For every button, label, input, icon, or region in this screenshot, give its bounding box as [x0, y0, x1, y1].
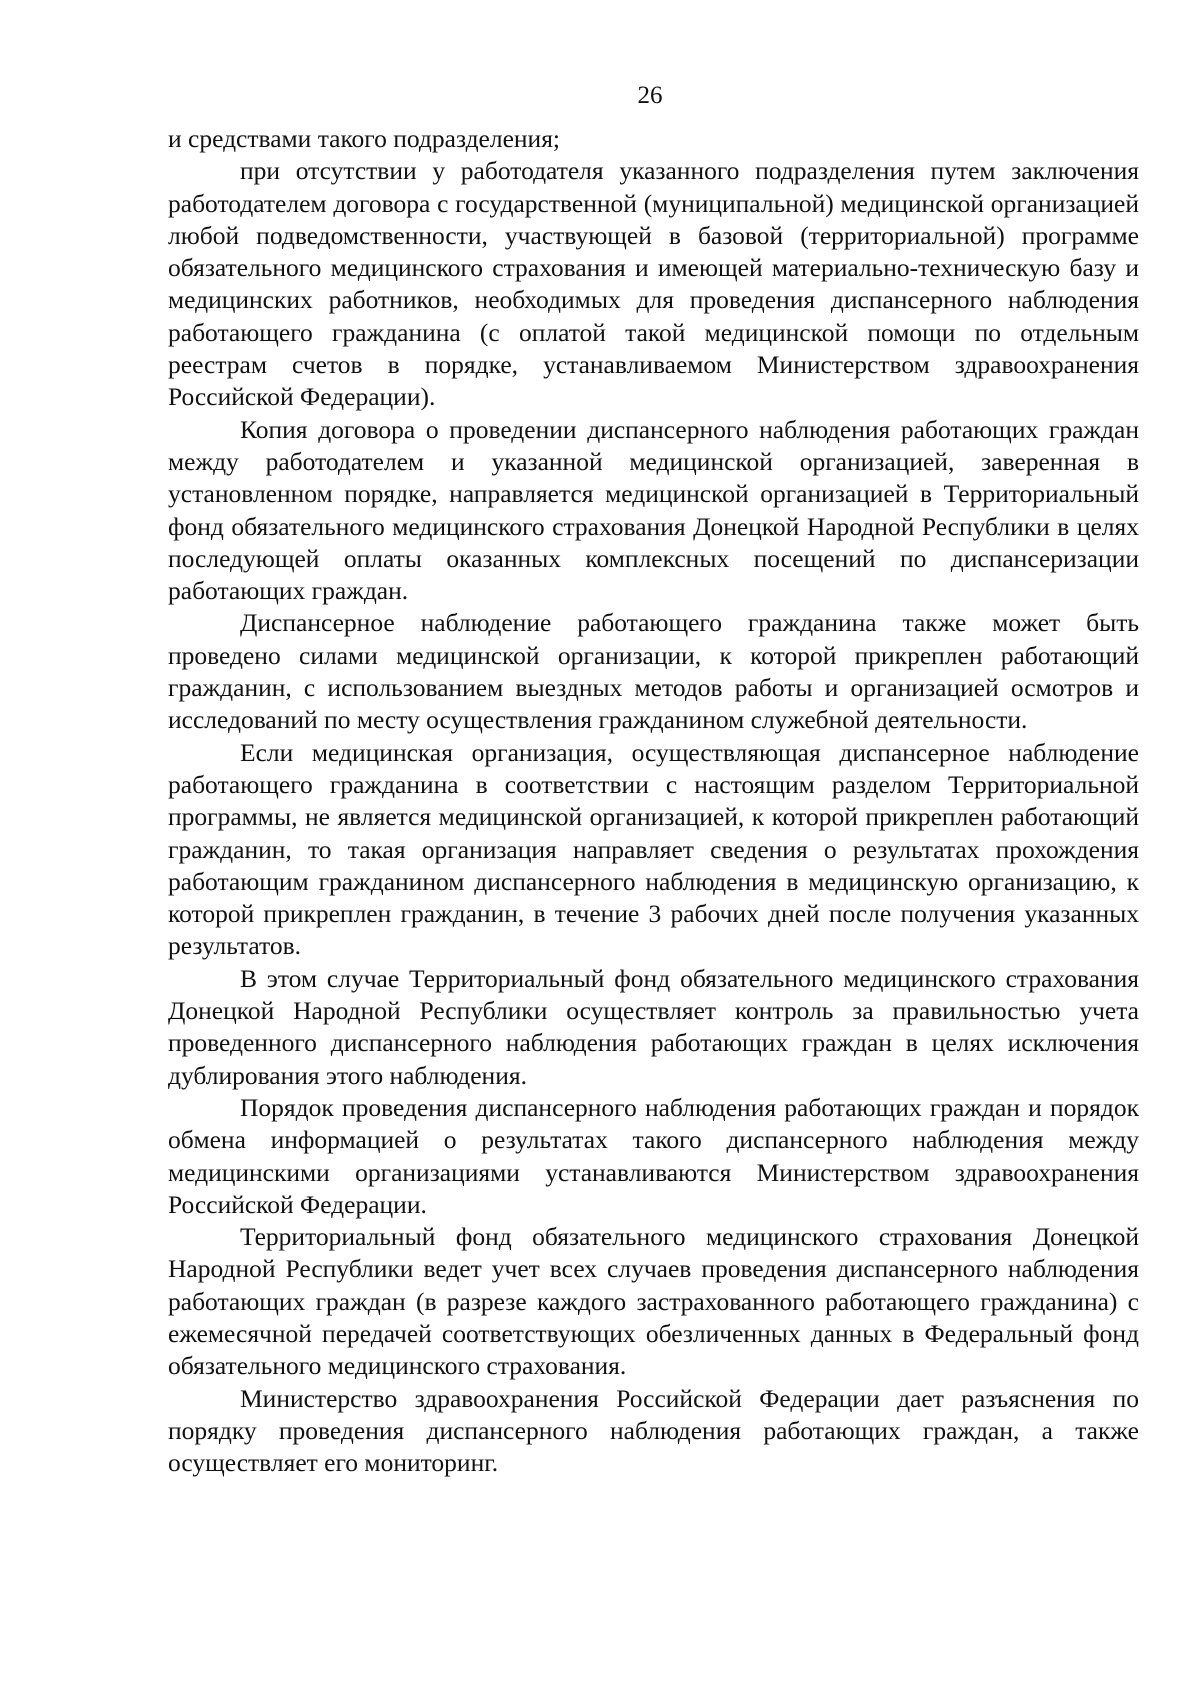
paragraph-continuation: и средствами такого подразделения;	[168, 124, 561, 153]
paragraph-fund-control: В этом случае Территориальный фонд обязательного медицинского страхования Донецкой Народной Республики осуществляет контроль за правильностью учета проведенного диспансерного наблюдения работающих граждан в целях исключения дублирования этого наблюдения.	[168, 963, 1139, 1090]
paragraph-ministry-monitoring: Министерство здравоохранения Российской Федерации дает разъяснения по порядку проведения диспансерного наблюдения работающих граждан, а также осуществляет его мониторинг.	[168, 1383, 1139, 1478]
paragraph-fund-accounting: Территориальный фонд обязательного медицинского страхования Донецкой Народной Республики ведет учет всех случаев проведения диспансерного наблюдения работающих граждан (в разрезе каждого застрахованного работающего гражданина) с ежемесячной передачей соответствующих обезличенных данных в Федеральный фонд обязательного медицинского страхования.	[168, 1222, 1139, 1381]
paragraph-procedure: Порядок проведения диспансерного наблюдения работающих граждан и порядок обмена информацией о результатах такого диспансерного наблюдения между медицинскими организациями устанавливаются Министерством здравоохранения Российской Федерации.	[168, 1092, 1139, 1219]
paragraph-field-methods: Диспансерное наблюдение работающего гражданина также может быть проведено силами медицинской организации, к которой прикреплен работающий гражданин, с использованием выездных методов работы и организацией осмотров и исследований по месту осуществления гражданином служебной деятельности.	[168, 608, 1139, 735]
paragraph-employer-contract: при отсутствии у работодателя указанного подразделения путем заключения работодателем договора с государственной (муниципальной) медицинской организацией любой подведомственности, участвующей в базовой (территориальной) программе обязательного медицинского страхования и имеющей материально-техническую базу и медицинских работников, необходимых для проведения диспансерного наблюдения работающего гражданина (с оплатой такой медицинской помощи по отдельным реестрам счетов в порядке, устанавливаемом Министерством здравоохранения Российской Федерации).	[168, 156, 1139, 412]
paragraph-contract-copy: Копия договора о проведении диспансерного наблюдения работающих граждан между работодателем и указанной медицинской организацией, заверенная в установленном порядке, направляется медицинской организацией в Территориальный фонд обязательного медицинского страхования Донецкой Народной Республики в целях последующей оплаты оказанных комплексных посещений по диспансеризации работающих граждан.	[168, 414, 1139, 606]
page-number: 26	[637, 82, 663, 109]
document-body	[168, 123, 1139, 1479]
paragraph-results-transfer: Если медицинская организация, осуществляющая диспансерное наблюдение работающего гражданина в соответствии с настоящим разделом Территориальной программы, не является медицинской организацией, к которой прикреплен работающий гражданин, то такая организация направляет сведения о результатах прохождения работающим гражданином диспансерного наблюдения в медицинскую организацию, к которой прикреплен гражданин, в течение 3 рабочих дней после получения указанных результатов.	[168, 737, 1139, 961]
